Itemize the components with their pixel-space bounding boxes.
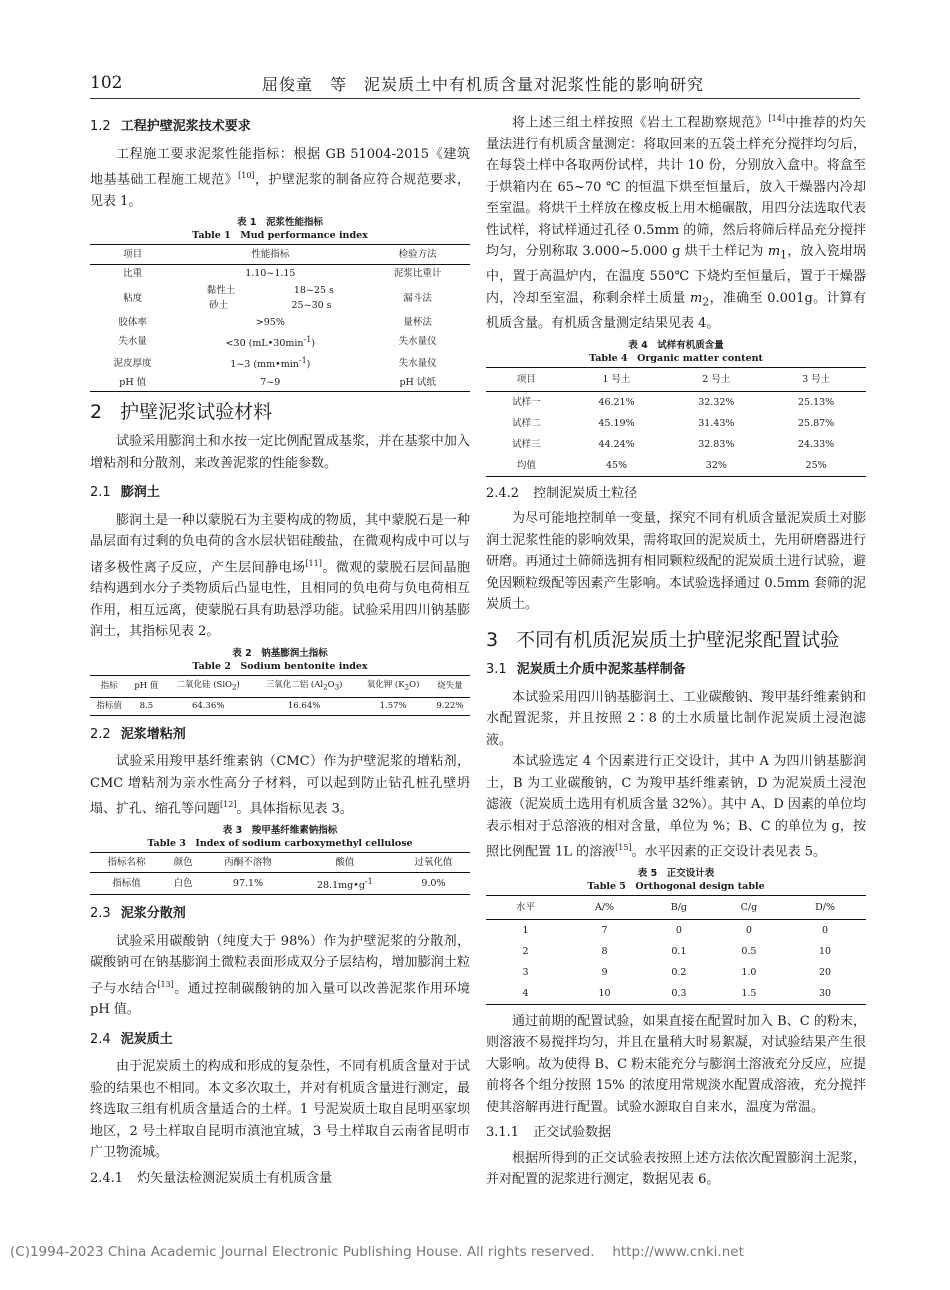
paragraph: 为尽可能地控制单一变量，探究不同有机质含量泥炭质土对膨润土泥浆性能的影响效果，需将取回的泥炭质土，先用研磨器进行研磨。再通过土筛筛选拥有相同颗粒级配的泥炭质土进行试验，避免因颗粒级配等因素产生影响。本试验选择通过 0.5mm 套筛的泥炭质土。: [486, 511, 866, 613]
page-number: 102: [90, 73, 123, 93]
table-5: 水平 A/% B/g C/g D/% 1 7 0 0 0 2 8 0.1 0.5 10 3 9 0.2 1.0 20 4 10 0.3 1.5 30: [486, 895, 866, 1005]
table-caption: 表 2 钠基膨润土指标 Table 2 Sodium bentonite index: [192, 647, 368, 672]
table-row: 3 9 0.2 1.0 20: [522, 966, 832, 978]
paragraph: 试验采用膨润土和水按一定比例配置成基浆，并在基浆中加入增粘剂和分散剂，来改善泥浆的性能参数。: [90, 434, 470, 471]
paragraph: 将上述三组土样按照《岩土工程勘察规范》[14]中推荐的灼矢量法进行有机质含量测定：将取回来的五袋土样充分搅拌均匀后，在每袋土样中各取两份试样，共计 10 份，分别放入盒中。将盒至于烘箱内在 65~70 ℃ 的恒温下烘至恒量后，放入干燥器内冷却至室温。将烘干土样放在橡皮板上用木槌碾散，用四分法选取代表性试样，将试样通过孔径 0.5mm 的筛，然后将筛后样品充分搅拌均匀，分别称取 3.000~5.000 g 烘干土样记为 $m_1$，放入瓷坩埚中，置于高温炉内，在温度 550℃ 下烧灼至恒量后，置于干燥器内，冷却至室温，称剩余样土质量 $m_2$，准确至 0.001g。计算有机质含量。有机质含量测定结果见表 4。: [486, 114, 867, 332]
table-caption: 表 4 试样有机质含量 Table 4 Organic matter content: [589, 339, 763, 364]
paragraph: 试验采用碳酸钠（纯度大于 98%）作为护壁泥浆的分散剂，碳酸钠可在钠基膨润土微粒表面形成双分子层结构，增加膨润土粒子与水结合[13]。通过控制碳酸钠的加入量可以改善泥浆作用环境 pH 值。: [90, 933, 470, 1018]
running-header: [90, 68, 860, 99]
table-3: 指标名称 颜色 丙酮不溶物 酸值 过氧化值 指标值 白色 97.1% $28.1mg•g^{-1}$ 9.0%: [90, 852, 470, 895]
table-caption: 表 3 羧甲基纤维素钠指标 Table 3 Index of sodium carboxymethyl cellulose: [147, 824, 413, 849]
section-heading: 2.2 泥浆增粘剂: [90, 726, 186, 742]
section-heading: 2.4 泥炭质土: [90, 1031, 173, 1047]
section-heading: 2.3 泥浆分散剂: [90, 906, 186, 922]
table-row: 1 7 0 0 0: [522, 924, 829, 936]
paragraph: 本试验采用四川钠基膨润土、工业碳酸钠、羧甲基纤维素钠和水配置泥浆，并且按照 2∶8 的土水质量比制作泥炭质土浸泡滤液。: [486, 689, 866, 748]
section-heading: 2.1 膨润土: [90, 485, 160, 501]
table-row: 试样二 45.19% 31.43% 25.87%: [512, 417, 835, 429]
table-row: 均值 45% 32% 25%: [516, 459, 827, 471]
section-heading: 1.2 工程护壁泥浆技术要求: [90, 119, 251, 134]
paragraph: 通过前期的配置试验，如果直接在配置时加入 B、C 的粉末，则溶液不易搅拌均匀，并且在量稍大时易絮凝，对试验结果产生很大影响。故为使得 B、C 粉末能充分与膨润土溶液充分反应，应提前将各个组分按照 15% 的浓度用常规淡水配置成溶液，充分搅拌使其溶解再进行配置。试验水源取自自来水，温度为常温。: [486, 1013, 866, 1115]
paragraph: 由于泥炭质土的构成和形成的复杂性，不同有机质含量对于试验的结果也不相同。本文多次取土，并对有机质含量进行测定，最终选取三组有机质含量适合的土样。1 号泥炭质土取自昆明巫家坝地区，2 号土样取自昆明市滇池宜城，3 号土样取自云南省昆明市广卫物流城。: [90, 1059, 470, 1161]
paragraph: 本试验选定 4 个因素进行正交设计，其中 A 为四川钠基膨润土，B 为工业碳酸钠，C 为羧甲基纤维素钠，D 为泥炭质土浸泡滤液（泥炭质土选用有机质含量 32%）。其中 A、D 因素的单位均表示相对于总溶液的相对含量，单位为 %；B、C 的单位为 g，按照比例配置 1L 的溶液[15]。水平因素的正交设计表见表 5。: [486, 754, 866, 860]
paragraph: 工程施工要求泥浆性能指标：根据 GB 51004-2015《建筑地基基础工程施工规范》[10]，护壁泥浆的制备应符合规范要求，见表 1。: [90, 146, 470, 209]
paragraph: 膨润土是一种以蒙脱石为主要构成的物质，其中蒙脱石是一种晶层面有过剩的负电荷的含水层状铝硅酸盐，在微观构成中可以与诸多极性离子反应，产生层间静电场[11]。微观的蒙脱石层间晶胞结构遇到水分子类物质后凸显电性，且相同的负电荷与负电荷相互作用，相互远离，使蒙脱石具有助悬浮功能。试验采用四川钠基膨润土，其指标见表 2。: [90, 512, 470, 640]
copyright-footer: (C)1994-2023 China Academic Journal Electronic Publishing House. All rights reserved. http://www.cnki.net: [10, 1244, 744, 1260]
right-column: [486, 108, 866, 1191]
table-row: 试样一 46.21% 32.32% 25.13%: [512, 396, 835, 408]
section-heading: 3 不同有机质泥炭质土护壁泥浆配置试验: [486, 628, 840, 651]
table-row: 2 8 0.1 0.5 10: [522, 945, 832, 957]
table-row: 试样三 44.24% 32.83% 24.33%: [512, 438, 835, 450]
paragraph: 根据所得到的正交试验表按照上述方法依次配置膨润土泥浆，并对配置的泥浆进行测定，数据见表 6。: [486, 1150, 866, 1188]
section-heading: 2 护壁泥浆试验材料: [90, 400, 273, 423]
subsection-heading: 2.4.2 控制泥炭质土粒径: [486, 485, 638, 501]
table-1: 项目 性能指标 检验方法 比重 1.10~1.15 泥浆比重计 粘度 黏性土 18~25 s 砂土 25~30 s 漏斗法 胶体率 >95% 量杯法 失水量 <30 $(mL•30\min^{-1})$ 失水量仪 泥皮厚度 1~3 $(mm•\min^{-1})$ 失水量仪 pH 值 7~9 pH 试纸: [90, 244, 470, 391]
table-caption: 表 1 泥浆性能指标 Table 1 Mud performance index: [192, 217, 368, 242]
subsection-heading: 2.4.1 灼矢量法检测泥炭质土有机质含量: [90, 1170, 333, 1186]
paragraph: 试验采用羧甲基纤维素钠（CMC）作为护壁泥浆的增粘剂，CMC 增粘剂为亲水性高分子材料，可以起到防止钻孔桩孔壁坍塌、扩孔、缩孔等问题[12]。具体指标见表 3。: [90, 754, 470, 817]
table-4: 项目 1 号土 2 号土 3 号土 试样一 46.21% 32.32% 25.13% 试样二 45.19% 31.43% 25.87% 试样三 44.24% 32.83% 24.33% 均值 45% 32% 25%: [486, 367, 866, 477]
table-row: 4 10 0.3 1.5 30: [522, 987, 832, 999]
left-column: [90, 108, 470, 1193]
subsection-heading: 3.1.1 正交试验数据: [486, 1125, 612, 1141]
running-title: 屈俊童 等 泥炭质土中有机质含量对泥浆性能的影响研究: [262, 75, 705, 94]
table-2: 指标 pH 值 二氧化硅 (SiO$_2$) 三氧化二铝 $(Al_2O_3)$ 氧化钾 $(K_2O)$ 烧失量 指标值 8.5 64.36% 16.64% 1.57% 9.22%: [90, 675, 470, 716]
table-caption: 表 5 正交设计表 Table 5 Orthogonal design table: [587, 867, 765, 892]
section-heading: 3.1 泥炭质土介质中泥浆基样制备: [486, 662, 686, 678]
